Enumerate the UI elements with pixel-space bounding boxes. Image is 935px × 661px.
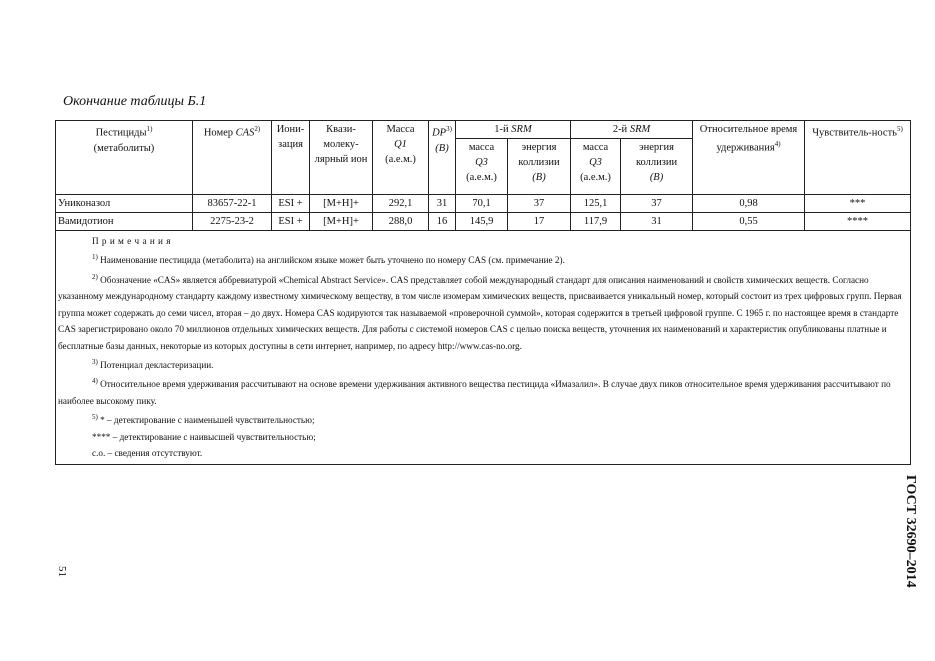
note-3: $^{3)}$ Потенциал декластеризации.	[92, 357, 214, 371]
header-sensitivity: Чувствитель-ность$^{5)}$	[805, 121, 911, 195]
header-ionization: Иони-зация	[272, 121, 310, 195]
header-mass-q1: Масса Q1 (а.е.м.)	[373, 121, 429, 195]
note-5c: с.о. – сведения отсутствуют.	[92, 448, 203, 459]
cell-ion: ESI +	[272, 213, 310, 231]
note-2: $^{2)}$ Обозначение «CAS» является аббревиатурой «Chemical Abstract Service». CAS представляет собой международный стандарт для описания наименований и свойств химических веществ. Согласно указанному международному стандарту каждому известному химическому веществу, в том числе изомерам химических веществ, присваивается уникальный номер, который состоит из трех цифровых групп. Первая группа может содержать до семи чисел, вторая – до двух. Номера CAS кодируются так называемой «проверочной суммой», которая содержится в третьей цифровой группе. С 1965 г. по настоящее время в стандарте CAS зарегистрировано около 70 миллионов отдельных химических веществ. Для работы с системой номеров CAS с целью поиска веществ, уточнения их наименований и характеристик опубликованы платные и бесплатные базы данных, некоторые из которых доступны в сети интернет, например, по адресу http://www.cas-no.org.	[58, 272, 902, 351]
cell-srm1-mass: 145,9	[456, 213, 508, 231]
cell-q1: 288,0	[373, 213, 429, 231]
note-5b: **** – детектирование с наивысшей чувствительностью;	[92, 431, 316, 442]
cell-name: Униконазол	[56, 195, 193, 213]
header-srm2: 2-й SRM	[571, 121, 693, 139]
header-relative-time: Относительное время удерживания$^{4)}$	[693, 121, 805, 195]
pesticide-table	[55, 120, 911, 465]
header-quasi-ion: Квази-молеку-лярный ион	[310, 121, 373, 195]
notes	[56, 231, 911, 465]
header-pesticides: Пестициды$^{1)}$ (метаболиты)	[56, 121, 193, 195]
notes-row	[56, 231, 911, 465]
cell-quasi: [M+H]+	[310, 213, 373, 231]
table-row	[56, 195, 911, 213]
cell-srm2-energy: 37	[621, 195, 693, 213]
page-number: 51	[56, 566, 68, 577]
note-1: $^{1)}$ Наименование пестицида (метаболита) на английском языке может быть уточнено по номеру CAS (см. примечание 2).	[92, 253, 565, 266]
cell-srm1-mass: 70,1	[456, 195, 508, 213]
table-row	[56, 213, 911, 231]
cell-srm2-mass: 125,1	[571, 195, 621, 213]
cell-srm1-energy: 17	[508, 213, 571, 231]
header-srm1: 1-й SRM	[456, 121, 571, 139]
header-row	[56, 121, 911, 139]
header-cas: Номер CAS$^{2)}$	[193, 121, 272, 195]
cell-quasi: [M+H]+	[310, 195, 373, 213]
cell-q1: 292,1	[373, 195, 429, 213]
cell-srm2-mass: 117,9	[571, 213, 621, 231]
header-srm2-mass: масса Q3 (а.е.м.)	[571, 139, 621, 195]
cell-sensitivity: ***	[805, 195, 911, 213]
cell-name: Вамидотион	[56, 213, 193, 231]
cell-relative-time: 0,55	[693, 213, 805, 231]
header-srm1-energy: энергия коллизии (В)	[508, 139, 571, 195]
cell-cas: 2275-23-2	[193, 213, 272, 231]
notes-title: П р и м е ч а н и я	[92, 236, 171, 246]
cell-dp: 16	[429, 213, 456, 231]
cell-srm2-energy: 31	[621, 213, 693, 231]
cell-ion: ESI +	[272, 195, 310, 213]
note-4: $^{4)}$ Относительное время удерживания рассчитывают на основе времени удерживания активного вещества пестицида «Имазалил». В случае двух пиков относительное время удерживания рассчитывают по наиболее высокому пику.	[58, 377, 891, 406]
standard-designation: ГОСТ 32690–2014	[903, 475, 918, 588]
cell-sensitivity: ****	[805, 213, 911, 231]
cell-relative-time: 0,98	[693, 195, 805, 213]
note-5a: $^{5)}$ * – детектирование с наименьшей чувствительностью;	[92, 413, 315, 426]
cell-cas: 83657-22-1	[193, 195, 272, 213]
cell-dp: 31	[429, 195, 456, 213]
header-srm1-mass: масса Q3 (а.е.м.)	[456, 139, 508, 195]
header-dp: DP$^{3)}$ (В)	[429, 121, 456, 195]
cell-srm1-energy: 37	[508, 195, 571, 213]
table-caption: Окончание таблицы Б.1	[63, 94, 207, 109]
header-srm2-energy: энергия коллизии (В)	[621, 139, 693, 195]
